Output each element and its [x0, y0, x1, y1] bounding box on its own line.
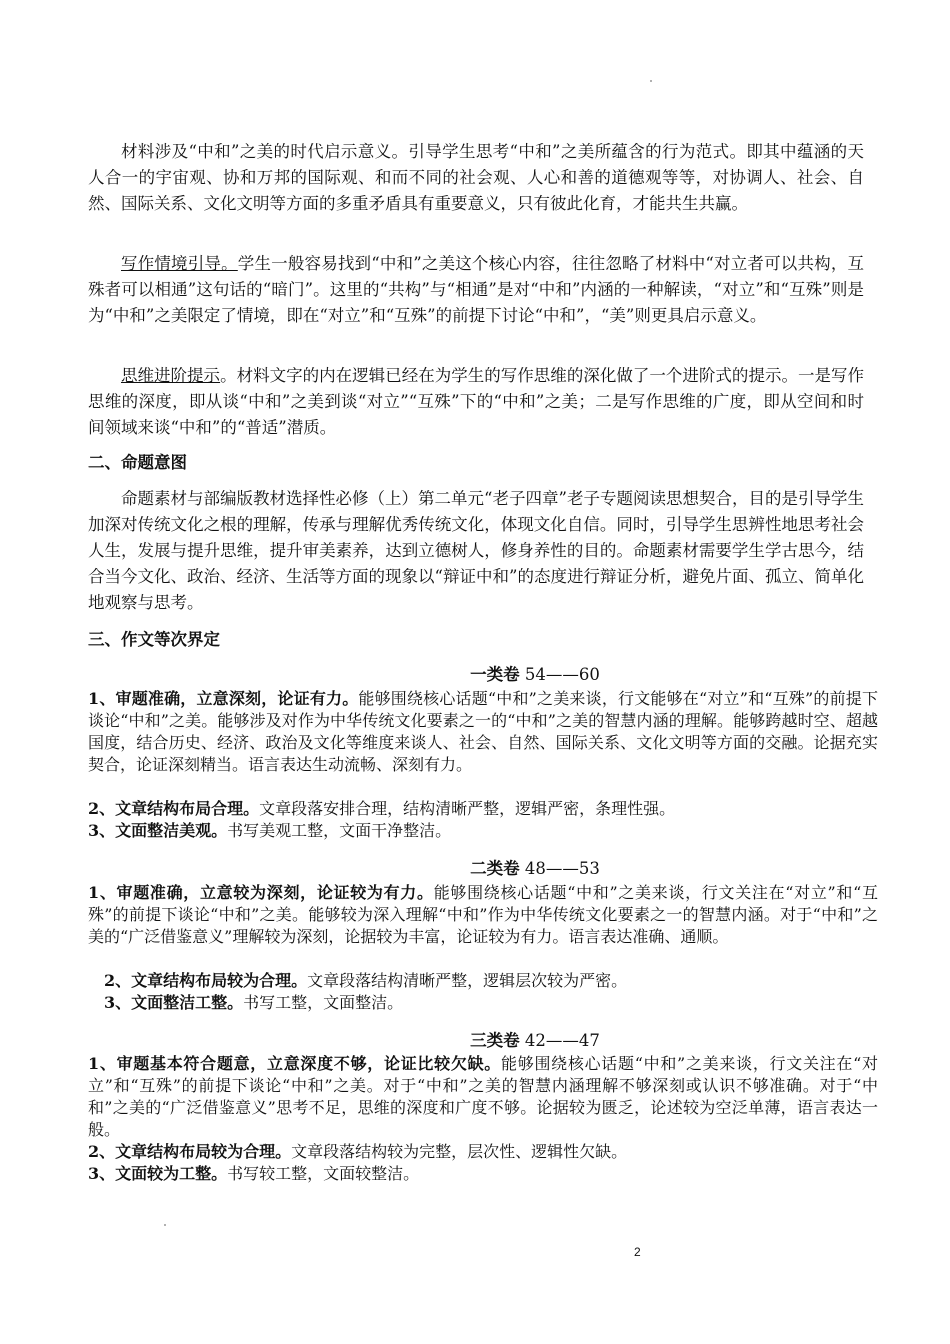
page-number: 2: [634, 1245, 641, 1259]
grade1-criterion-3: [88, 820, 878, 842]
paragraph-text: 。材料文字的内在逻辑已经在为学生的写作思维的深化做了一个进阶式的提示。一是写作思维的深度，即从谈“中和”之美到谈“对立”“互殊”下的“中和”之美；二是写作思维的广度，即从空间和时间领域来谈“中和”的“普适”潜质。: [88, 366, 865, 437]
grade-title-1: [60, 662, 950, 688]
criterion-text: 文章段落结构较为完整，层次性、逻辑性欠缺。: [291, 1142, 628, 1161]
section-heading-3: 三、作文等次界定: [88, 630, 220, 649]
paragraph-intent: [88, 486, 864, 616]
grade2-criterion-1: [88, 882, 878, 948]
criterion-lead: 2、文章结构布局合理。: [88, 799, 260, 818]
criterion-lead: 1、审题基本符合题意，立意深度不够，论证比较欠缺。: [88, 1054, 502, 1073]
grade3-criterion-2: [88, 1141, 878, 1163]
grade-title-text: 一类卷: [470, 665, 520, 684]
paragraph-text: 学生一般容易找到“中和”之美这个核心内容，往往忽略了材料中“对立者可以共构，互殊者可以相通”这句话的“暗门”。这里的“共构”与“相通”是对“中和”内涵的一种解读，“对立”和“互殊”则是为“中和”之美限定了情境，即在“对立”和“互殊”的前提下讨论“中和”，“美”则更具启示意义。: [88, 254, 865, 325]
grade3-criterion-3: [88, 1163, 878, 1185]
criterion-lead: 3、文面整洁工整。: [104, 993, 244, 1012]
underlined-lead: 思维进阶提示: [121, 366, 221, 385]
criterion-text: 书写较工整，文面较整洁。: [227, 1164, 420, 1183]
criterion-text: 能够围绕核心话题“中和”之美来谈，行文关注在“对立”和“互殊”的前提下谈论“中和”之美。能够较为深入理解“中和”作为中华传统文化要素之一的智慧内涵。对于“中和”之美的“广泛借鉴意义”理解较为深刻，论据较为丰富，论证较为有力。语言表达准确、通顺。: [88, 883, 878, 946]
criterion-lead: 3、文面整洁美观。: [88, 821, 228, 840]
paragraph-text: 材料涉及“中和”之美的时代启示意义。引导学生思考“中和”之美所蕴含的行为范式。即其中蕴涵的天人合一的宇宙观、协和万邦的国际观、和而不同的社会观、人心和善的道德观等等，对协调人、社会、自然、国际关系、文化文明等方面的多重矛盾具有重要意义，只有彼此化育，才能共生共赢。: [88, 142, 864, 213]
criterion-lead: 2、文章结构布局较为合理。: [88, 1142, 292, 1161]
paragraph-thinking-progression: [88, 363, 864, 441]
grade3-criterion-1: [88, 1053, 878, 1141]
criterion-text: 书写美观工整，文面干净整洁。: [227, 821, 452, 840]
section-heading-2: 二、命题意图: [88, 453, 187, 472]
scan-dot: [650, 80, 652, 82]
grade-title-3: [60, 1028, 950, 1054]
criterion-text: 能够围绕核心话题“中和”之美来谈，行文能够在“对立”和“互殊”的前提下谈论“中和”之美。能够涉及对作为中华传统文化要素之一的“中和”之美的智慧内涵的理解。能够跨越时空、超越国度，结合历史、经济、政治及文化等维度来谈人、社会、自然、国际关系、文化文明等方面的交融。论据充实契合，论证深刻精当。语言表达生动流畅、深刻有力。: [88, 689, 878, 774]
grade1-criterion-2: [88, 798, 878, 820]
grade2-criterion-2: [104, 970, 874, 992]
paragraph-text: 命题素材与部编版教材选择性必修（上）第二单元“老子四章”老子专题阅读思想契合，目的是引导学生加深对传统文化之根的理解，传承与理解优秀传统文化，体现文化自信。同时，引导学生思辨性地思考社会人生，发展与提升思维，提升审美素养，达到立德树人，修身养性的目的。命题素材需要学生学古思今，结合当今文化、政治、经济、生活等方面的现象以“辩证中和”的态度进行辩证分析，避免片面、孤立、简单化地观察与思考。: [88, 489, 864, 612]
scan-dot: [164, 1224, 166, 1226]
grade-title-2: [60, 856, 950, 882]
grade-score-range: 48——53: [519, 859, 600, 878]
criterion-lead: 3、文面较为工整。: [88, 1164, 228, 1183]
criterion-text: 书写工整，文面整洁。: [243, 993, 404, 1012]
grade-score-range: 54——60: [519, 665, 600, 684]
paragraph-writing-context: [88, 251, 864, 329]
paragraph-era-significance: [88, 139, 864, 217]
underlined-lead: 写作情境引导。: [121, 254, 238, 273]
grade-title-text: 三类卷: [470, 1031, 520, 1050]
criterion-lead: 2、文章结构布局较为合理。: [104, 971, 308, 990]
criterion-text: 文章段落结构清晰严整，逻辑层次较为严密。: [307, 971, 628, 990]
criterion-text: 能够围绕核心话题“中和”之美来谈，行文关注在“对立”和“互殊”的前提下谈论“中和”之美。对于“中和”之美的智慧内涵理解不够深刻或认识不够准确。对于“中和”之美的“广泛借鉴意义”思考不足，思维的深度和广度不够。论据较为匮乏，论述较为空泛单薄，语言表达一般。: [88, 1054, 878, 1139]
criterion-lead: 1、审题准确，立意较为深刻，论证较为有力。: [88, 883, 434, 902]
grade1-criterion-1: [88, 688, 878, 776]
criterion-text: 文章段落安排合理，结构清晰严整，逻辑严密，条理性强。: [259, 799, 676, 818]
grade-score-range: 42——47: [519, 1031, 600, 1050]
grade2-criterion-3: [104, 992, 874, 1014]
grade-title-text: 二类卷: [470, 859, 520, 878]
criterion-lead: 1、审题准确，立意深刻，论证有力。: [88, 689, 359, 708]
